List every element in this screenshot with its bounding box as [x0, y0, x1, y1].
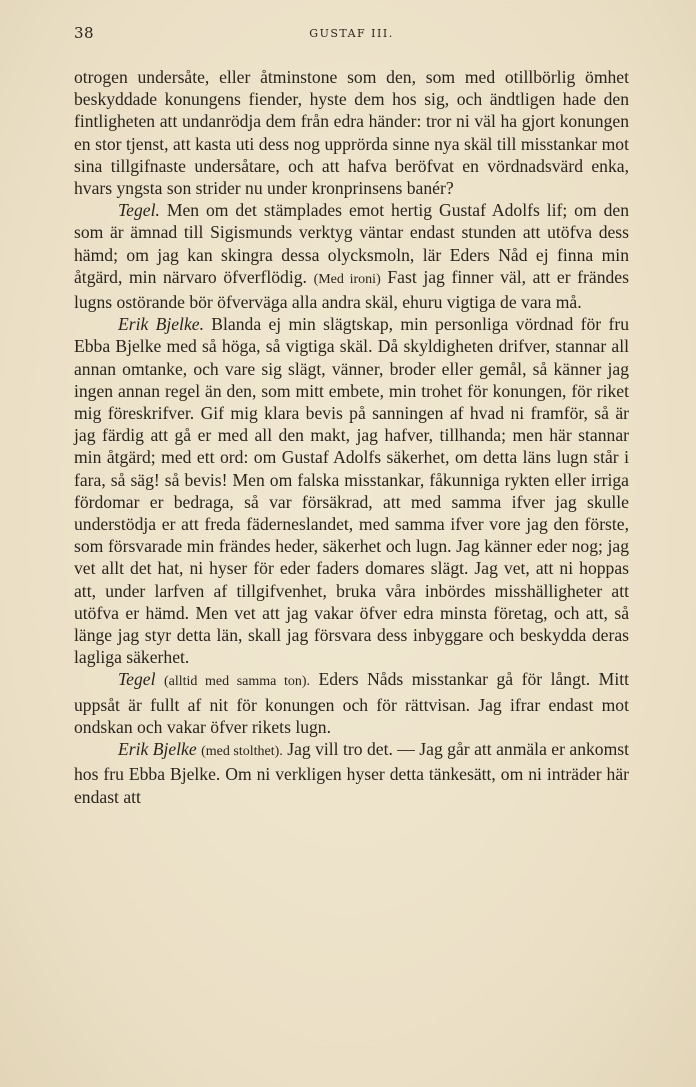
paragraph-text: Fast jag finner väl, att er frändes lugns ostörande bör öfverväga alla andra skäl, ehuru vigtiga de vara må.	[74, 266, 629, 313]
paragraph-erik-bjelke-1	[74, 313, 629, 668]
paragraph-text: Jag vill tro det. — Jag går att anmäla er ankomst hos fru Ebba Bjelke. Om ni verkligen hyser detta tänkesätt, om ni inträder här endast att	[74, 739, 630, 807]
paragraph-text: Eders Nåds misstankar gå för långt. Mitt uppsåt är fullt af nit för konungen och för rättvisan. Jag ifrar endast mot ondskan och vakar öfver rikets lugn.	[74, 669, 629, 737]
running-head: GUSTAF III.	[309, 27, 394, 40]
paragraph-continuation	[74, 66, 629, 199]
paragraph-text: otrogen undersåte, eller åtminstone som den, som med otillbörlig ömhet beskyddade konungens fiender, hyste dem hos sig, och ändtligen hade den fintligheten att undanrödja dem från edra händer: tror ni väl ha gjort konungen en stor tjenst, att kasta uti dess nog upprörda sinne nya skäl till misstankar mot sina tillgifnaste undersåtare, och att hafva beröfvat en vördnadsvärd enka, hvars yngsta son strider nu under kronprinsens banér?	[74, 67, 629, 199]
paragraph-tegel-1	[74, 199, 629, 313]
paragraph-text: Men om det stämplades emot hertig Gustaf Adolfs lif; om den som är ämnad till Sigismunds verktyg väntar endast stunden att utöfva dess hämd; om jag kan skingra dessa olycksmoln, lär Eders Nåd ej finna min åtgärd, min närvaro öfverflödig.	[74, 200, 629, 287]
speaker-name: Tegel.	[118, 200, 160, 221]
speaker-name: Erik Bjelke.	[118, 314, 204, 335]
paragraph-text: Blanda ej min slägtskap, min personliga vördnad för fru Ebba Bjelke med så höga, så vigtiga skäl. Då skyldigheten drifver, stannar all annan omtanke, och vare sig slägt, vänner, broder eller gemål, så känner jag ingen annan regel än den, som mitt embete, min trohet för konungen, för riket mig föreskrifver. Gif mig klara bevis på sanningen af hvad ni framför, så är jag färdig att gå er med all den makt, jag hafver, tillhanda; men här stannar min åtgärd; med ett ord: om Gustaf Adolfs säkerhet, om detta läns lugn står i fara, så säg! så bevis! Men om falska misstankar, fåkunniga rykten eller irriga fördomar er bedraga, så var försäkrad, att med samma ifver jag skulle understödja er att freda fäderneslandet, med samma ifver vore jag den förste, som försvarade min frändes heder, säkerhet och lugn. Jag känner eder nog; jag vet allt det hat, ni hyser för eder faders domares slägt. Jag vet, att ni hoppas att, under larfven af tillgifvenhet, bruka våra inbördes misshälligheter att utöfva er hämd. Men vet att jag vakar öfver edra minsta företag, och att, så länge jag styr detta län, skall jag försvara dess inbyggare och beskydda deras lagliga säkerhet.	[74, 314, 629, 668]
page-header	[74, 24, 629, 48]
stage-direction: (alltid med samma ton).	[163, 674, 311, 690]
body-text	[74, 66, 629, 808]
stage-direction: (med stolthet).	[201, 744, 283, 760]
speaker-name: Erik Bjelke	[118, 739, 197, 760]
paragraph-tegel-2	[74, 668, 629, 738]
page-number: 38	[74, 24, 95, 42]
paragraph-erik-bjelke-2	[74, 738, 629, 808]
speaker-name: Tegel	[118, 669, 156, 690]
stage-direction: (Med ironi)	[313, 271, 381, 287]
